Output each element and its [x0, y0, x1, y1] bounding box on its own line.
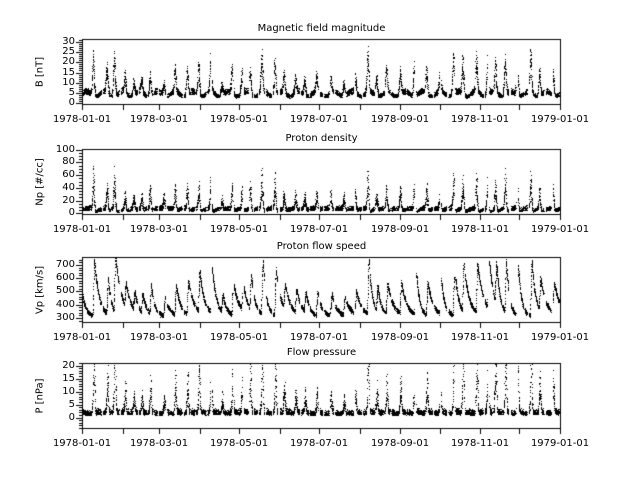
panel-vp-xtick-label: 1978-11-01	[450, 332, 510, 343]
panel-p-y-axis-label: P [nPa]	[34, 378, 46, 414]
panel-b-ytick-label: 20	[62, 56, 75, 67]
panel-b-ytick-label: 30	[62, 36, 75, 47]
panel-p-ytick-label: 0	[68, 412, 75, 423]
panel-vp-y-axis-label: Vp [km/s]	[34, 265, 46, 315]
panel-p-xtick-label: 1978-03-01	[129, 438, 189, 449]
panel-p-ytick-label: 5	[68, 399, 75, 410]
panel-vp-ytick-label: 700	[55, 259, 75, 270]
panel-b-ytick-label: 15	[62, 67, 75, 78]
panel-b-xtick-label: 1979-01-01	[530, 114, 590, 125]
panel-vp-ytick-label: 400	[55, 299, 75, 310]
panel-np-ytick-label: 0	[68, 207, 75, 218]
panel-np-y-axis-label: Np [#/cc]	[34, 158, 46, 206]
panel-np-xtick-label: 1978-09-01	[370, 224, 430, 235]
panel-np-ytick-label: 80	[62, 156, 75, 167]
panel-p-xtick-label: 1978-01-01	[52, 438, 112, 449]
panel-np-plot-area	[82, 149, 561, 215]
panel-np-title: Proton density	[285, 133, 358, 144]
panel-vp-xtick-label: 1978-03-01	[129, 332, 189, 343]
panel-np-xtick-label: 1978-07-01	[289, 224, 349, 235]
panel-b-ytick-label: 25	[62, 46, 75, 57]
panel-np-xtick-label: 1979-01-01	[530, 224, 590, 235]
panel-b-y-axis-label: B [nT]	[34, 56, 46, 88]
panel-p-ytick-label: 15	[62, 373, 75, 384]
panel-b-plot-area	[82, 39, 561, 105]
panel-np-xtick-label: 1978-01-01	[52, 224, 112, 235]
panel-b-xtick-label: 1978-05-01	[209, 114, 269, 125]
panel-vp-ytick-label: 500	[55, 285, 75, 296]
panel-vp-xtick-label: 1978-07-01	[289, 332, 349, 343]
panel-p-xtick-label: 1978-07-01	[289, 438, 349, 449]
panel-b-ytick-label: 10	[62, 77, 75, 88]
panel-b-xtick-label: 1978-01-01	[52, 114, 112, 125]
panel-p-ytick-label: 10	[62, 386, 75, 397]
panel-np-ytick-label: 20	[62, 195, 75, 206]
panel-vp-xtick-label: 1978-01-01	[52, 332, 112, 343]
panel-np-xtick-label: 1978-03-01	[129, 224, 189, 235]
panel-vp-plot-area	[82, 257, 561, 323]
panel-b-xtick-label: 1978-03-01	[129, 114, 189, 125]
panel-np-ytick-label: 100	[55, 144, 75, 155]
panel-vp-title: Proton flow speed	[276, 241, 367, 252]
panel-p-xtick-label: 1978-11-01	[450, 438, 510, 449]
panel-vp-xtick-label: 1979-01-01	[530, 332, 590, 343]
panel-vp-ytick-label: 600	[55, 272, 75, 283]
panel-p-xtick-label: 1978-09-01	[370, 438, 430, 449]
panel-vp-xtick-label: 1978-09-01	[370, 332, 430, 343]
panel-b-title: Magnetic field magnitude	[257, 23, 386, 34]
panel-b-xtick-label: 1978-07-01	[289, 114, 349, 125]
panel-b-xtick-label: 1978-09-01	[370, 114, 430, 125]
panel-vp-ytick-label: 300	[55, 312, 75, 323]
panel-p-ytick-label: 20	[62, 360, 75, 371]
panel-p-xtick-label: 1978-05-01	[209, 438, 269, 449]
panel-np-ytick-label: 60	[62, 169, 75, 180]
panel-np-xtick-label: 1978-05-01	[209, 224, 269, 235]
panel-p-xtick-label: 1979-01-01	[530, 438, 590, 449]
panel-b-ytick-label: 5	[68, 87, 75, 98]
panel-np-xtick-label: 1978-11-01	[450, 224, 510, 235]
panel-p-title: Flow pressure	[286, 347, 357, 358]
panel-np-ytick-label: 40	[62, 182, 75, 193]
panel-b-ytick-label: 0	[68, 97, 75, 108]
panel-vp-xtick-label: 1978-05-01	[209, 332, 269, 343]
panel-p-plot-area	[82, 363, 561, 429]
panel-b-xtick-label: 1978-11-01	[450, 114, 510, 125]
